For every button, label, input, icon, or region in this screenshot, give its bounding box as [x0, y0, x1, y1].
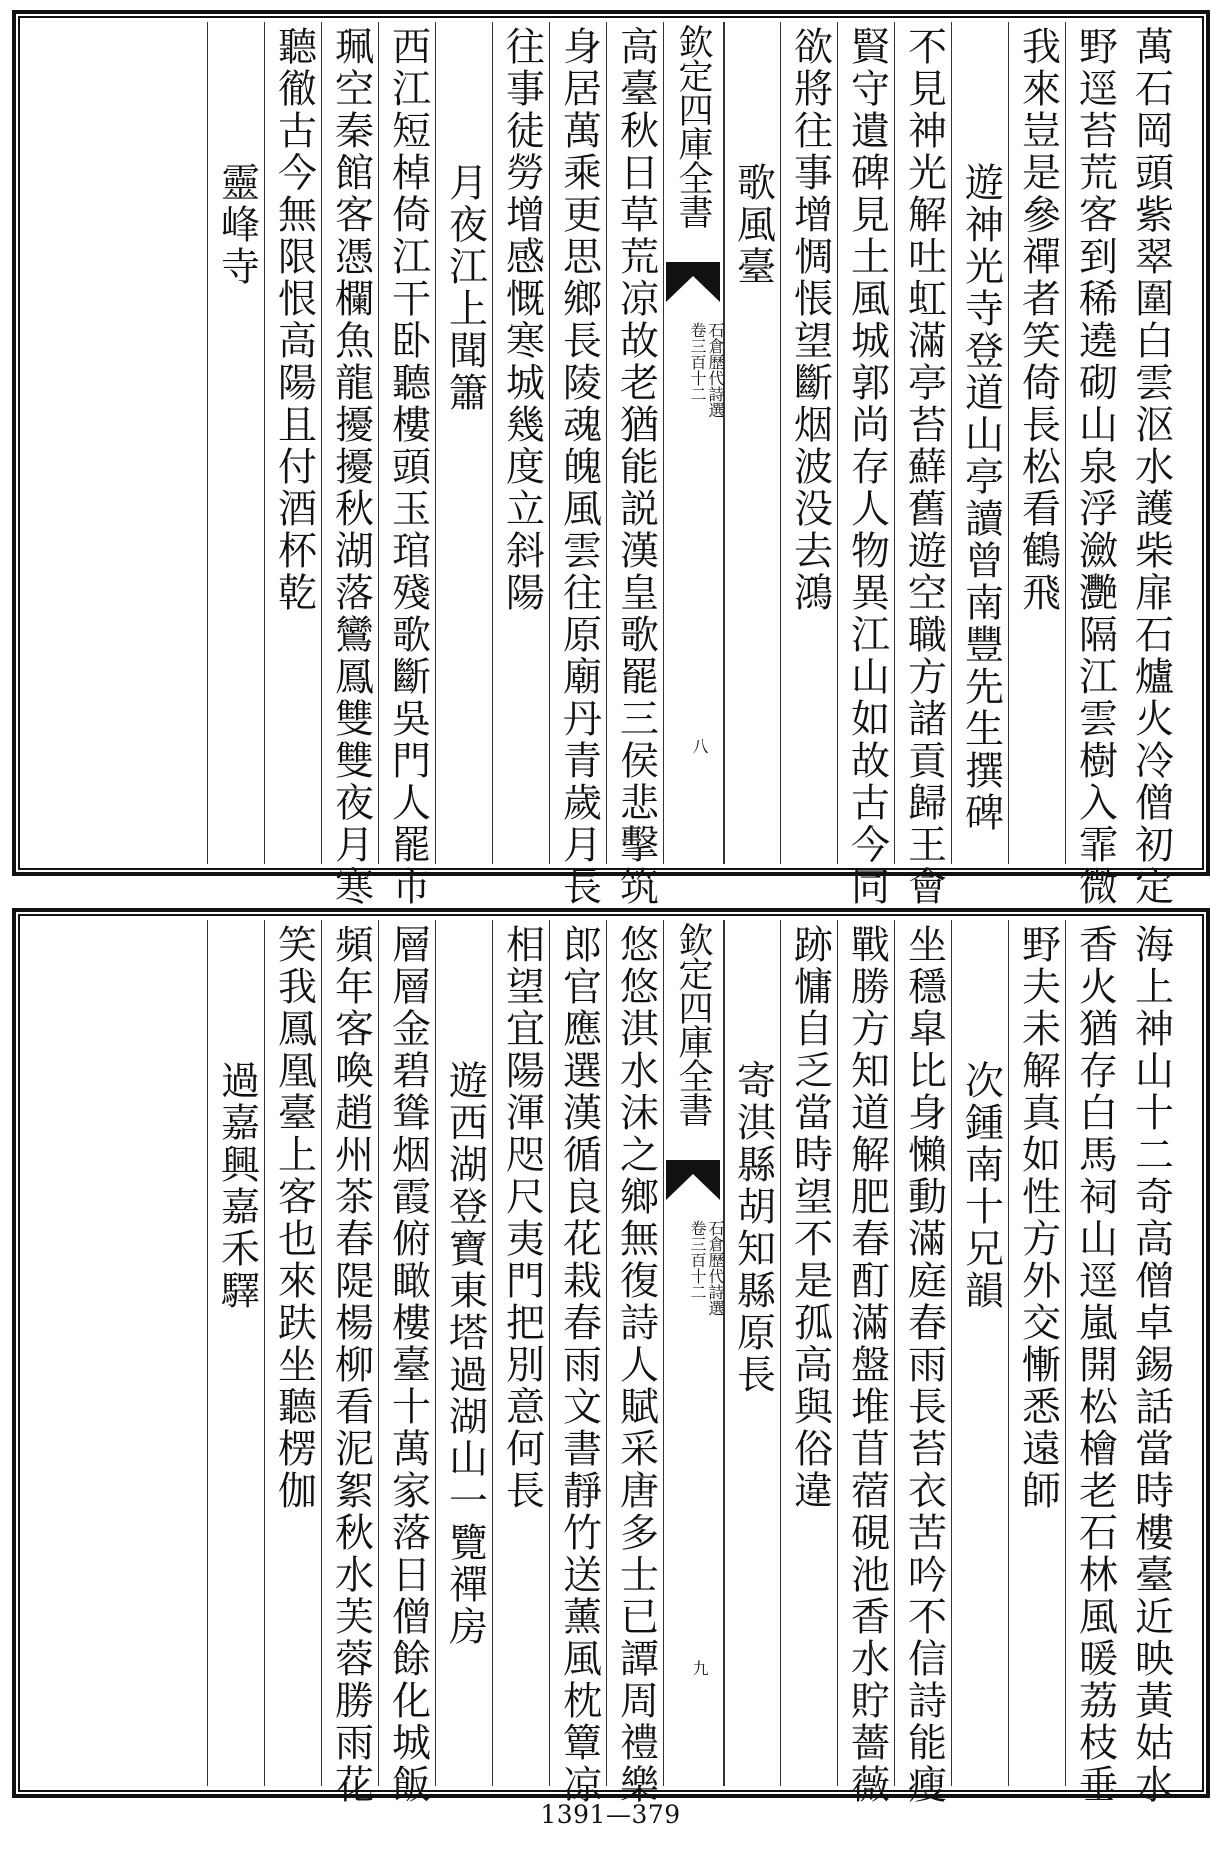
column-text: 我來豈是參禪者笑倚長松看鶴飛 — [1015, 26, 1061, 614]
poem-title: 遊西湖登寶東塔過湖山一覽禪房 — [442, 1060, 488, 1648]
text-column — [723, 22, 781, 864]
column-text: 香火猶存白馬祠山逕嵐開松檜老石林風暖荔枝垂 — [1072, 924, 1118, 1806]
page-caption: 1391—379 — [540, 1800, 681, 1829]
text-column — [951, 22, 1009, 864]
column-text: 身居萬乘更思鄉長陵魂魄風雲往原廟丹青歲月長 — [556, 26, 602, 908]
text-column — [435, 22, 493, 864]
text-column — [435, 920, 493, 1786]
page-spine — [663, 920, 725, 1786]
text-column — [1008, 920, 1066, 1786]
poem-title: 歌風臺 — [730, 162, 776, 288]
text-column — [780, 920, 838, 1786]
text-column — [894, 920, 952, 1806]
bottom-page — [12, 908, 1210, 1806]
poem-title: 靈峰寺 — [214, 162, 260, 288]
spine-volume: 卷三百十二 — [688, 322, 707, 402]
spine-page-number: 八 — [690, 738, 709, 754]
fish-tail-mark-icon — [666, 1160, 720, 1200]
column-text: 賢守遺碑見土風城郭尚存人物異江山如故古今同 — [844, 26, 890, 908]
poem-title: 寄淇縣胡知縣原長 — [730, 1060, 776, 1396]
text-column — [606, 920, 664, 1806]
poem-title: 次鍾南十兄韻 — [958, 1060, 1004, 1312]
column-text: 萬石岡頭紫翠圍白雲沤水護柴扉石爐火冷僧初定 — [1128, 26, 1174, 908]
text-column — [837, 920, 895, 1806]
text-column — [837, 22, 895, 908]
text-column — [321, 920, 379, 1806]
text-column — [492, 22, 550, 864]
page-spine — [663, 22, 725, 864]
text-column — [321, 22, 379, 908]
column-text: 往事徒勞增感慨寒城幾度立斜陽 — [499, 26, 545, 614]
spine-source — [688, 1220, 724, 1316]
text-column — [1008, 22, 1066, 864]
column-text: 野夫未解真如性方外交慚悉遠師 — [1015, 924, 1061, 1512]
text-column — [264, 22, 322, 864]
column-text: 郎官應選漢循良花栽春雨文書靜竹送薰風枕簟凉 — [556, 924, 602, 1806]
text-column — [894, 22, 952, 908]
text-column — [723, 920, 781, 1786]
column-text: 聽徹古今無限恨高陽且付酒杯乾 — [271, 26, 317, 614]
column-text: 相望宜陽渾咫尺夷門把別意何長 — [499, 924, 545, 1512]
column-text: 珮空秦館客憑欄魚龍擾擾秋湖落鸞鳳雙雙夜月寒 — [328, 26, 374, 908]
spine-source — [688, 322, 724, 418]
bottom-page-columns — [26, 920, 1196, 1806]
column-text: 不見神光解吐虹滿亭苔蘚舊遊空職方諸貢歸王會 — [901, 26, 947, 908]
column-text: 高臺秋日草荒凉故老猶能説漢皇歌罷三侯悲擊筑 — [613, 26, 659, 908]
poem-title: 過嘉興嘉禾驛 — [214, 1060, 260, 1312]
text-column — [378, 920, 436, 1806]
spine-title: 欽定四庫全書 — [673, 922, 713, 1126]
column-text: 欲將往事增惆悵望斷烟波没去鴻 — [787, 26, 833, 614]
text-column — [264, 920, 322, 1786]
column-text: 坐穩皐比身懶動滿庭春雨長苔衣苦吟不信詩能瘦 — [901, 924, 947, 1806]
text-column — [951, 920, 1009, 1786]
text-column — [1065, 920, 1123, 1806]
text-column — [207, 22, 265, 864]
column-text: 海上神山十二奇高僧卓錫話當時樓臺近映黃姑水 — [1128, 924, 1174, 1806]
poem-title: 遊神光寺登道山亭讀曾南豐先生撰碑 — [958, 162, 1004, 834]
column-text: 跡慵自乏當時望不是孤高與俗違 — [787, 924, 833, 1512]
text-column — [378, 22, 436, 908]
text-column — [492, 920, 550, 1786]
column-text: 戰勝方知道解肥春酊滿盤堆苜蓿硯池香水貯薔薇 — [844, 924, 890, 1806]
text-column — [549, 22, 607, 908]
spine-source-title: 石倉歷代詩選 — [706, 1220, 725, 1316]
text-column — [1122, 22, 1179, 908]
column-text: 悠悠淇水沫之鄉無復詩人賦采唐多士已譚周禮樂 — [613, 924, 659, 1806]
column-text: 野逕苔荒客到稀遶砌山泉浮瀲灧隔江雲樹入霏微 — [1072, 26, 1118, 908]
column-text: 頻年客喚趙州茶春隄楊柳看泥絮秋水芙蓉勝雨花 — [328, 924, 374, 1806]
column-text: 西江短棹倚江干卧聽樓頭玉琯殘歌斷吳門人罷市 — [385, 26, 431, 908]
spine-source-title: 石倉歷代詩選 — [706, 322, 725, 418]
text-column — [1065, 22, 1123, 908]
spine-page-number: 九 — [690, 1660, 709, 1676]
column-text: 層層金碧聳烟霞俯瞰樓臺十萬家落日僧餘化城飯 — [385, 924, 431, 1806]
top-page — [12, 10, 1210, 908]
fish-tail-mark-icon — [666, 262, 720, 302]
text-column — [780, 22, 838, 864]
top-page-columns — [26, 22, 1196, 908]
text-column — [549, 920, 607, 1806]
spine-volume: 卷三百十二 — [688, 1220, 707, 1300]
spine-title: 欽定四庫全書 — [673, 24, 713, 228]
text-column — [207, 920, 265, 1786]
text-column — [1122, 920, 1179, 1806]
poem-title: 月夜江上聞簫 — [442, 162, 488, 414]
column-text: 笑我鳳凰臺上客也來趺坐聽楞伽 — [271, 924, 317, 1512]
text-column — [606, 22, 664, 908]
